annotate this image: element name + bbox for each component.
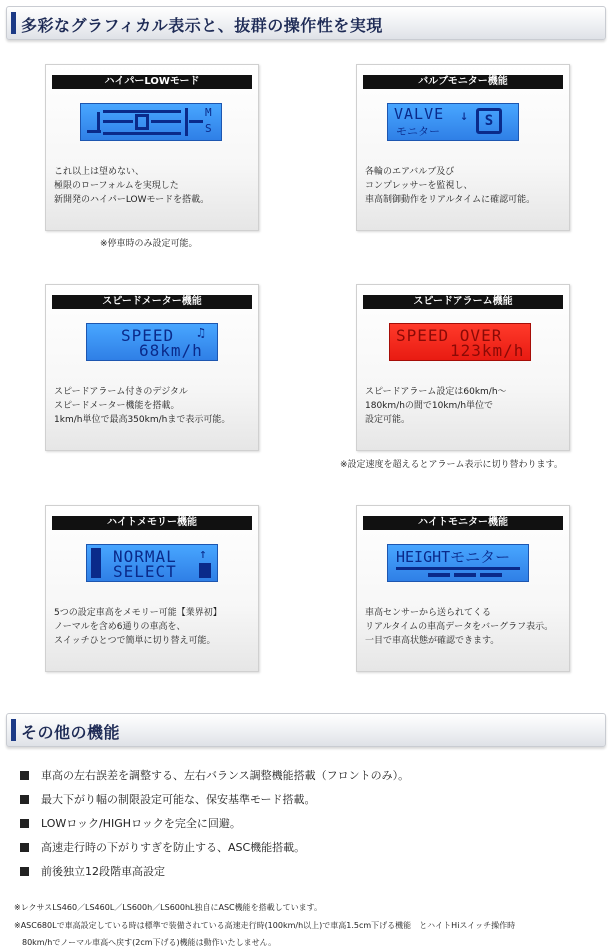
- panel-description: [365, 606, 565, 648]
- panel-description: [54, 165, 254, 207]
- section-title: 多彩なグラフィカル表示と、抜群の操作性を実現: [21, 16, 383, 35]
- list-item: [20, 767, 409, 783]
- lcd-display: [387, 103, 519, 141]
- desc-line: スピードメーター機能を搭載。: [54, 401, 180, 411]
- desc-line: コンプレッサーを監視し、: [365, 181, 473, 191]
- list-item: [20, 791, 316, 807]
- feature-panel-height-monitor: [356, 505, 570, 672]
- lcd-segment: [103, 132, 181, 135]
- lcd-display: [86, 323, 218, 361]
- list-item-text: 車高の左右誤差を調整する、左右バランス調整機能搭載（フロントのみ）。: [41, 769, 410, 782]
- bar-graph-segment: [480, 573, 502, 577]
- lcd-segment: [189, 120, 203, 123]
- lcd-line1: VALVE: [394, 105, 445, 123]
- lcd-segment: [151, 120, 181, 123]
- panel-title: ハイパーLOWモード: [52, 75, 252, 89]
- section-header-other-features: [6, 713, 606, 747]
- desc-line: 車高センサーから送られてくる: [365, 608, 492, 618]
- feature-panel-hyper-low: [45, 64, 259, 231]
- lcd-badge: S: [476, 108, 502, 134]
- desc-line: 180km/hの間で10km/h単位で: [365, 401, 494, 411]
- list-item-text: 最大下がり幅の制限設定可能な、保安基準モード搭載。: [41, 793, 316, 806]
- panel-description: [365, 385, 565, 427]
- bullet-square-icon: [20, 867, 29, 876]
- lcd-badge: M S: [205, 106, 212, 135]
- list-item: [20, 863, 165, 879]
- desc-line: 車高制御動作をリアルタイムに確認可能。: [365, 195, 536, 205]
- arrow-down-icon: ↓: [460, 108, 469, 124]
- lcd-segment: [103, 120, 133, 123]
- lcd-left-bar: [91, 548, 101, 578]
- bar-graph-line: [396, 567, 520, 570]
- footnote: ※レクサスLS460／LS460L／LS600h／LS600hL独自にASC機能を搭載しています。: [14, 903, 322, 912]
- lcd-display: [389, 323, 531, 361]
- bell-icon: ♫: [197, 326, 205, 341]
- feature-panel-speedometer: [45, 284, 259, 451]
- desc-line: 設定可能。: [365, 415, 411, 425]
- list-item-text: 高速走行時の下がりすぎを防止する、ASC機能搭載。: [41, 841, 306, 854]
- lcd-segment: [103, 110, 181, 113]
- desc-line: 新開発のハイパーLOWモードを搭載。: [54, 195, 210, 205]
- bar-graph-segment: [454, 573, 476, 577]
- lcd-segment: [97, 112, 100, 132]
- desc-line: 極限のローフォルムを実現した: [54, 181, 179, 191]
- list-item: [20, 815, 241, 831]
- desc-line: これ以上は望めない、: [54, 167, 145, 177]
- desc-line: ノーマルを含め6通りの車高を、: [54, 622, 186, 632]
- feature-panel-height-memory: [45, 505, 259, 672]
- panel-title: ハイトモニター機能: [363, 516, 563, 530]
- section-title: その他の機能: [21, 723, 121, 742]
- panel-note: ※停車時のみ設定可能。: [100, 239, 198, 249]
- desc-line: スピードアラーム付きのデジタル: [54, 387, 188, 397]
- bullet-square-icon: [20, 843, 29, 852]
- lcd-line1: SPEED OVER: [396, 326, 503, 345]
- header-accent-bar: [11, 719, 16, 741]
- arrow-up-icon: ↑: [199, 547, 207, 562]
- lcd-display: [86, 544, 218, 582]
- list-item: [20, 839, 305, 855]
- lcd-line2: 68km/h: [139, 341, 203, 360]
- panel-note: ※設定速度を超えるとアラーム表示に切り替わります。: [340, 460, 563, 470]
- feature-panel-speed-alarm: [356, 284, 570, 451]
- desc-line: スイッチひとつで簡単に切り替え可能。: [54, 636, 216, 646]
- feature-panel-valve-monitor: [356, 64, 570, 231]
- bullet-square-icon: [20, 819, 29, 828]
- desc-line: スピードアラーム設定は60km/h～: [365, 387, 507, 397]
- panel-title: スピードアラーム機能: [363, 295, 563, 309]
- panel-description: [365, 165, 565, 207]
- panel-description: [54, 385, 254, 427]
- lcd-line2: SELECT: [113, 562, 177, 581]
- lcd-line2: 123km/h: [450, 341, 525, 360]
- lcd-line1: NORMAL: [113, 547, 177, 566]
- lcd-line1: HEIGHTモニター: [396, 548, 511, 566]
- desc-line: リアルタイムの車高データをバーグラフ表示。: [365, 622, 554, 632]
- desc-line: 1km/h単位で最高350km/hまで表示可能。: [54, 415, 231, 425]
- list-item-text: LOWロック/HIGHロックを完全に回避。: [41, 817, 241, 830]
- lcd-segment: [185, 108, 188, 136]
- panel-description: [54, 606, 254, 648]
- bar-graph-segment: [428, 573, 450, 577]
- desc-line: 5つの設定車高をメモリー可能【業界初】: [54, 608, 222, 618]
- list-item-text: 前後独立12段階車高設定: [41, 865, 165, 878]
- lcd-display: [387, 544, 529, 582]
- lcd-center-box: [135, 114, 149, 130]
- lcd-right-bar: [199, 563, 211, 578]
- panel-title: バルブモニター機能: [363, 75, 563, 89]
- desc-line: 各輪のエアバルブ及び: [365, 167, 455, 177]
- panel-title: ハイトメモリー機能: [52, 516, 252, 530]
- section-header-graphics: [6, 6, 606, 40]
- footnote: ※ASC680Lで車高設定している時は標準で装備されている高速走行時(100km/h以上)で車高1.5cm下げる機能 とハイトHiスイッチ操作時: [14, 921, 516, 930]
- panel-title: スピードメーター機能: [52, 295, 252, 309]
- header-accent-bar: [11, 12, 16, 34]
- lcd-display: [80, 103, 222, 141]
- lcd-line1: SPEED: [121, 326, 175, 345]
- footnote: 80km/hでノーマル車高へ戻す(2cm下げる)機能は動作いたしません。: [14, 938, 277, 947]
- desc-line: 一目で車高状態が確認できます。: [365, 636, 500, 646]
- bullet-square-icon: [20, 771, 29, 780]
- bullet-square-icon: [20, 795, 29, 804]
- lcd-line2: モニター: [396, 125, 440, 138]
